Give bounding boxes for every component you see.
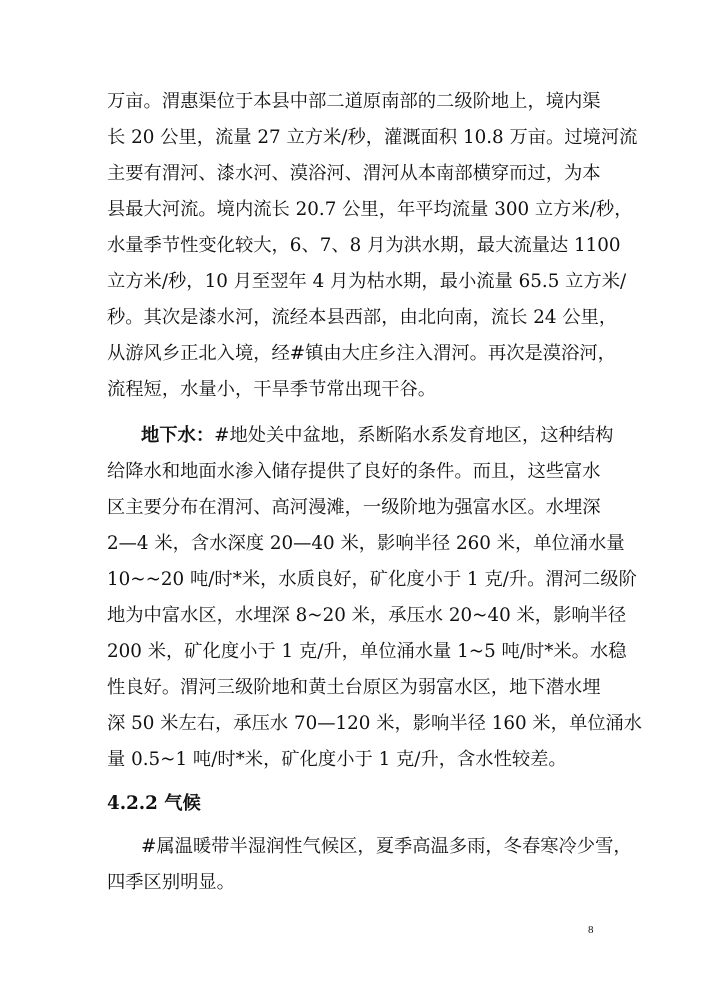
paragraph-2-line-10: 量 0.5~1 吨/时*米，矿化度小于 1 克/升，含水性较差。 xyxy=(107,749,567,770)
paragraph-1-line-1: 万亩。渭惠渠位于本县中部二道原南部的二级阶地上，境内渠 xyxy=(107,91,601,112)
section-heading-climate: 4.2.2 气候 xyxy=(107,793,201,814)
paragraph-3-line-1: #属温暖带半湿润性气候区，夏季高温多雨，冬春寒冷少雪， xyxy=(141,836,632,857)
paragraph-3-line-2: 四季区别明显。 xyxy=(107,872,235,893)
paragraph-2-line-3: 区主要分布在渭河、高河漫滩，一级阶地为强富水区。水埋深 xyxy=(107,497,601,518)
paragraph-2-line-7: 200 米，矿化度小于 1 克/升，单位涌水量 1~5 吨/时*米。水稳 xyxy=(107,641,627,662)
paragraph-2-line-5: 10~~20 吨/时*米，水质良好，矿化度小于 1 克/升。渭河二级阶 xyxy=(107,569,637,590)
paragraph-2-first-line-text: #地处关中盆地，系断陷水系发育地区，这种结构 xyxy=(214,425,614,446)
groundwater-heading: 地下水： xyxy=(141,425,215,446)
paragraph-2-line-9: 深 50 米左右，承压水 70—120 米，影响半径 160 米，单位涌水 xyxy=(107,713,643,734)
paragraph-1-line-8: 从游风乡正北入境，经#镇由大庄乡注入渭河。再次是漠浴河， xyxy=(107,343,616,364)
paragraph-1-line-5: 水量季节性变化较大，6、7、8 月为洪水期，最大流量达 1100 xyxy=(107,235,621,256)
paragraph-1-line-3: 主要有渭河、漆水河、漠浴河、渭河从本南部横穿而过，为本 xyxy=(107,163,601,184)
paragraph-2-line-6: 地为中富水区，水埋深 8~20 米，承压水 20~40 米，影响半径 xyxy=(107,605,627,626)
paragraph-1-line-4: 县最大河流。境内流长 20.7 公里，年平均流量 300 立方米/秒， xyxy=(107,199,633,220)
paragraph-1-line-9: 流程短，水量小，干旱季节常出现干谷。 xyxy=(107,379,437,400)
paragraph-1-line-7: 秒。其次是漆水河，流经本县西部，由北向南，流长 24 公里， xyxy=(107,307,618,328)
paragraph-1-line-6: 立方米/秒，10 月至翌年 4 月为枯水期，最小流量 65.5 立方米/ xyxy=(107,271,627,292)
paragraph-1-line-2: 长 20 公里，流量 27 立方米/秒，灌溉面积 10.8 万亩。过境河流 xyxy=(107,127,638,148)
paragraph-2-line-2: 给降水和地面水渗入储存提供了良好的条件。而且，这些富水 xyxy=(107,461,601,482)
paragraph-2-line-4: 2—4 米，含水深度 20—40 米，影响半径 260 米，单位涌水量 xyxy=(107,533,625,554)
paragraph-2-line-8: 性良好。渭河三级阶地和黄土台原区为弱富水区，地下潜水埋 xyxy=(107,677,601,698)
page-number: 8 xyxy=(588,924,594,936)
paragraph-2-line-1 xyxy=(141,421,613,451)
